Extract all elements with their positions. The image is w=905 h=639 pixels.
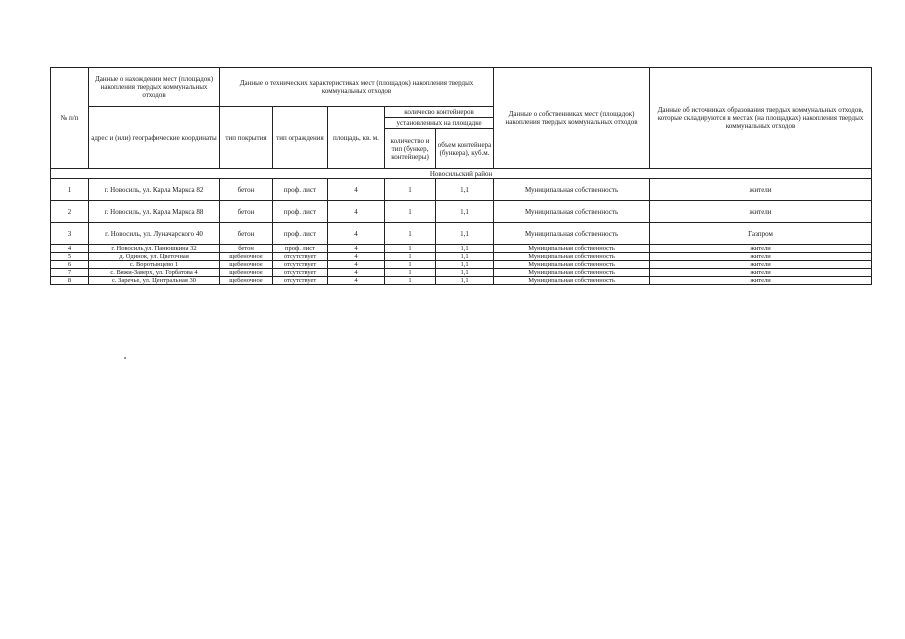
header-containers-count: количесво контейнеров xyxy=(385,107,494,118)
cell-volume: 1,1 xyxy=(436,277,494,285)
cell-num: 4 xyxy=(51,245,89,253)
table-row xyxy=(51,253,872,261)
header-containers-type: количество и тип (бункер, контейнеры) xyxy=(385,129,436,169)
cell-address: с. Заречье, ул. Центральная 30 xyxy=(89,277,220,285)
cell-num: 2 xyxy=(51,201,89,223)
cell-fence: проф. лист xyxy=(273,179,328,201)
cell-volume: 1,1 xyxy=(436,245,494,253)
cell-area: 4 xyxy=(328,179,385,201)
table-row xyxy=(51,277,872,285)
header-num: № п/п xyxy=(51,68,89,169)
table-row xyxy=(51,245,872,253)
cell-source: жители xyxy=(650,245,872,253)
cell-fence: проф. лист xyxy=(273,223,328,245)
cell-cover: бетон xyxy=(220,179,273,201)
cell-num: 6 xyxy=(51,261,89,269)
cell-address: г. Новосиль, ул. Карла Маркса 82 xyxy=(89,179,220,201)
header-fence: тип ограждения xyxy=(273,107,328,169)
cell-count: 1 xyxy=(385,223,436,245)
header-sources: Данные об источниках образования твердых коммунальных отходов, которые складируются в местах (на площадках) накопления твердых коммунальных отходов xyxy=(650,68,872,169)
cell-fence: отсутствует xyxy=(273,253,328,261)
cell-address: г. Новосиль, ул. Луначарского 40 xyxy=(89,223,220,245)
table-row xyxy=(51,261,872,269)
cell-address: г. Новосиль,ул. Панюшкина 32 xyxy=(89,245,220,253)
cell-source: жители xyxy=(650,269,872,277)
cell-fence: отсутствует xyxy=(273,277,328,285)
cell-count: 1 xyxy=(385,201,436,223)
cell-area: 4 xyxy=(328,245,385,253)
cell-volume: 1,1 xyxy=(436,223,494,245)
header-row-1 xyxy=(51,68,872,107)
header-containers-installed: установленных на площадке xyxy=(385,118,494,129)
cell-cover: щебеночное xyxy=(220,277,273,285)
cell-source: Газпром xyxy=(650,223,872,245)
cell-count: 1 xyxy=(385,269,436,277)
cell-address: с. Вяжи-Заверх, ул. Горбатова 4 xyxy=(89,269,220,277)
cell-owner: Муниципальная собственность xyxy=(494,179,650,201)
cell-volume: 1,1 xyxy=(436,261,494,269)
header-address: адрес и (или) географические координаты xyxy=(89,107,220,169)
cell-fence: проф. лист xyxy=(273,245,328,253)
cell-area: 4 xyxy=(328,253,385,261)
cell-source: жители xyxy=(650,277,872,285)
cell-num: 8 xyxy=(51,277,89,285)
cell-source: жители xyxy=(650,201,872,223)
waste-sites-table xyxy=(50,67,872,285)
cell-source: жители xyxy=(650,261,872,269)
cell-owner: Муниципальная собственность xyxy=(494,261,650,269)
cell-fence: отсутствует xyxy=(273,269,328,277)
header-tech-group: Данные о технических характеристиках мест (площадок) накопления твердых коммунальных отходов xyxy=(220,68,494,107)
cell-volume: 1,1 xyxy=(436,269,494,277)
cell-owner: Муниципальная собственность xyxy=(494,253,650,261)
cell-owner: Муниципальная собственность xyxy=(494,223,650,245)
cell-address: г. Новосиль, ул. Карла Маркса 88 xyxy=(89,201,220,223)
cell-count: 1 xyxy=(385,277,436,285)
cell-owner: Муниципальная собственность xyxy=(494,277,650,285)
header-containers-volume: объем контейнера (бункера), куб.м. xyxy=(436,129,494,169)
header-location-group: Данные о нахождении мест (площадок) накопления твердых коммунальных отходов xyxy=(89,68,220,107)
cell-address: д. Одинок, ул. Цветочная xyxy=(89,253,220,261)
cell-num: 1 xyxy=(51,179,89,201)
cell-cover: щебеночное xyxy=(220,261,273,269)
cell-count: 1 xyxy=(385,253,436,261)
cell-cover: бетон xyxy=(220,201,273,223)
cell-owner: Муниципальная собственность xyxy=(494,269,650,277)
cell-count: 1 xyxy=(385,179,436,201)
table-row xyxy=(51,223,872,245)
cell-area: 4 xyxy=(328,223,385,245)
region-row xyxy=(51,169,872,179)
region-name: Новосильский район xyxy=(51,169,872,179)
cell-volume: 1,1 xyxy=(436,179,494,201)
cell-volume: 1,1 xyxy=(436,201,494,223)
header-area: площадь, кв. м. xyxy=(328,107,385,169)
cell-cover: щебеночное xyxy=(220,269,273,277)
cell-volume: 1,1 xyxy=(436,253,494,261)
header-cover: тип покрытия xyxy=(220,107,273,169)
cell-count: 1 xyxy=(385,245,436,253)
cell-num: 5 xyxy=(51,253,89,261)
cell-cover: бетон xyxy=(220,223,273,245)
cell-area: 4 xyxy=(328,261,385,269)
cell-area: 4 xyxy=(328,269,385,277)
cell-cover: бетон xyxy=(220,245,273,253)
waste-sites-register xyxy=(50,67,871,285)
table-row xyxy=(51,269,872,277)
cell-owner: Муниципальная собственность xyxy=(494,201,650,223)
cell-owner: Муниципальная собственность xyxy=(494,245,650,253)
scan-speck xyxy=(124,357,126,359)
cell-fence: отсутствует xyxy=(273,261,328,269)
cell-area: 4 xyxy=(328,201,385,223)
header-owners: Данные о собственниках мест (площадок) накопления твердых коммунальных отходов xyxy=(494,68,650,169)
cell-cover: щебеночное xyxy=(220,253,273,261)
cell-source: жители xyxy=(650,253,872,261)
table-row xyxy=(51,201,872,223)
cell-num: 7 xyxy=(51,269,89,277)
cell-num: 3 xyxy=(51,223,89,245)
cell-address: с. Воротынцево 1 xyxy=(89,261,220,269)
cell-source: жители xyxy=(650,179,872,201)
cell-fence: проф. лист xyxy=(273,201,328,223)
cell-area: 4 xyxy=(328,277,385,285)
cell-count: 1 xyxy=(385,261,436,269)
table-row xyxy=(51,179,872,201)
